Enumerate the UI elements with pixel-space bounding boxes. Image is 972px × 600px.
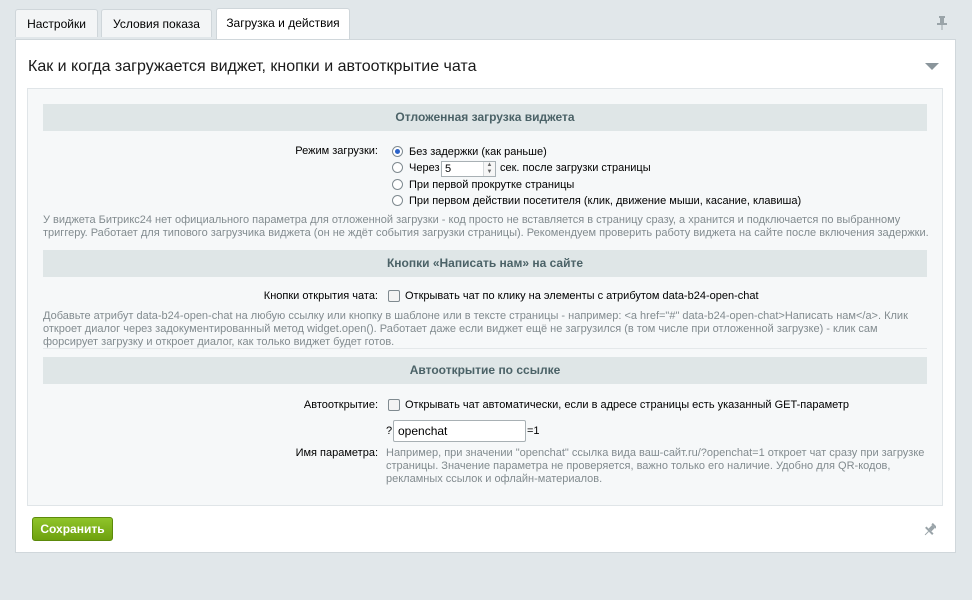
autoopen-label: Автооткрытие:: [303, 399, 378, 411]
buttons-note: Добавьте атрибут data-b24-open-chat на любую ссылку или кнопку в шаблоне или в тексте страницы - например: <a href="#" data-b24-open-chat>Написать нам</a>. Клик откроет диалог через задокументированный метод widget.open(). Работает даже если виджет ещё не загрузился (в том числе при отложенной загрузке) - клик сам форсирует загрузку и откроет диалог, как только виджет будет готов.: [43, 310, 908, 348]
radio-first-scroll-label: При первой прокрутке страницы: [409, 179, 575, 191]
radio-delay[interactable]: [392, 162, 403, 173]
open-chat-on-click-checkbox[interactable]: [388, 290, 400, 302]
param-suffix: =1: [527, 425, 540, 437]
section-heading-buttons: Кнопки «Написать нам» на сайте: [43, 250, 927, 277]
section-heading-autoopen: Автооткрытие по ссылке: [43, 357, 927, 384]
param-name-label: Имя параметра:: [295, 447, 378, 459]
open-chat-on-click-label: Открывать чат по клику на элементы с атрибутом data-b24-open-chat: [405, 290, 759, 302]
collapse-arrow-icon[interactable]: [925, 63, 939, 70]
radio-delay-suffix: сек. после загрузки страницы: [500, 162, 651, 174]
spinner-arrows-icon[interactable]: ▲ ▼: [483, 162, 495, 176]
tab-label: Загрузка и действия: [226, 16, 340, 30]
radio-no-delay-label: Без задержки (как раньше): [409, 146, 547, 158]
tab-label: Условия показа: [113, 17, 200, 31]
load-mode-label: Режим загрузки:: [295, 145, 378, 157]
tab-loading-actions[interactable]: [216, 8, 350, 39]
radio-first-scroll[interactable]: [392, 179, 403, 190]
tab-settings[interactable]: [15, 9, 98, 37]
section-heading-lazy-load: Отложенная загрузка виджета: [43, 104, 927, 131]
settings-panel: [15, 39, 956, 553]
radio-no-delay[interactable]: [392, 146, 403, 157]
param-prefix: ?: [386, 425, 393, 437]
delay-seconds-input[interactable]: [441, 161, 496, 177]
settings-form: [27, 88, 943, 506]
pin-icon[interactable]: [936, 16, 948, 30]
divider: [43, 348, 927, 349]
param-name-input[interactable]: [393, 420, 526, 442]
panel-title: Как и когда загружается виджет, кнопки и автооткрытие чата: [28, 58, 477, 75]
param-note: Например, при значении "openchat" ссылка вида ваш-сайт.ru/?openchat=1 откроет чат сразу при загрузке страницы. Значение параметра не проверяется, важно только его наличие. Удобно для QR-кодов, рекламных ссылок и офлайн-материалов.: [386, 447, 925, 485]
tab-label: Настройки: [27, 17, 86, 31]
radio-first-action-label: При первом действии посетителя (клик, движение мыши, касание, клавиша): [409, 195, 802, 207]
radio-first-action[interactable]: [392, 195, 403, 206]
radio-delay-label: Через: [409, 162, 440, 174]
autoopen-checkbox-label: Открывать чат автоматически, если в адресе страницы есть указанный GET-параметр: [405, 399, 850, 411]
lazy-load-note: У виджета Битрикс24 нет официального параметра для отложенной загрузки - код просто не вставляется в страницу сразу, а хранится и подключается по выбранному триггеру. Работает для типового загрузчика виджета (он не ждёт события загрузки страницы). Рекомендуем проверить работу виджета на сайте после включения задержки.: [43, 214, 929, 239]
pin-icon[interactable]: [924, 523, 936, 537]
save-button[interactable]: Сохранить: [32, 517, 113, 541]
tab-display-conditions[interactable]: [101, 9, 212, 37]
delay-seconds-value: 5: [445, 163, 452, 175]
open-chat-buttons-label: Кнопки открытия чата:: [263, 290, 378, 302]
autoopen-checkbox[interactable]: [388, 399, 400, 411]
